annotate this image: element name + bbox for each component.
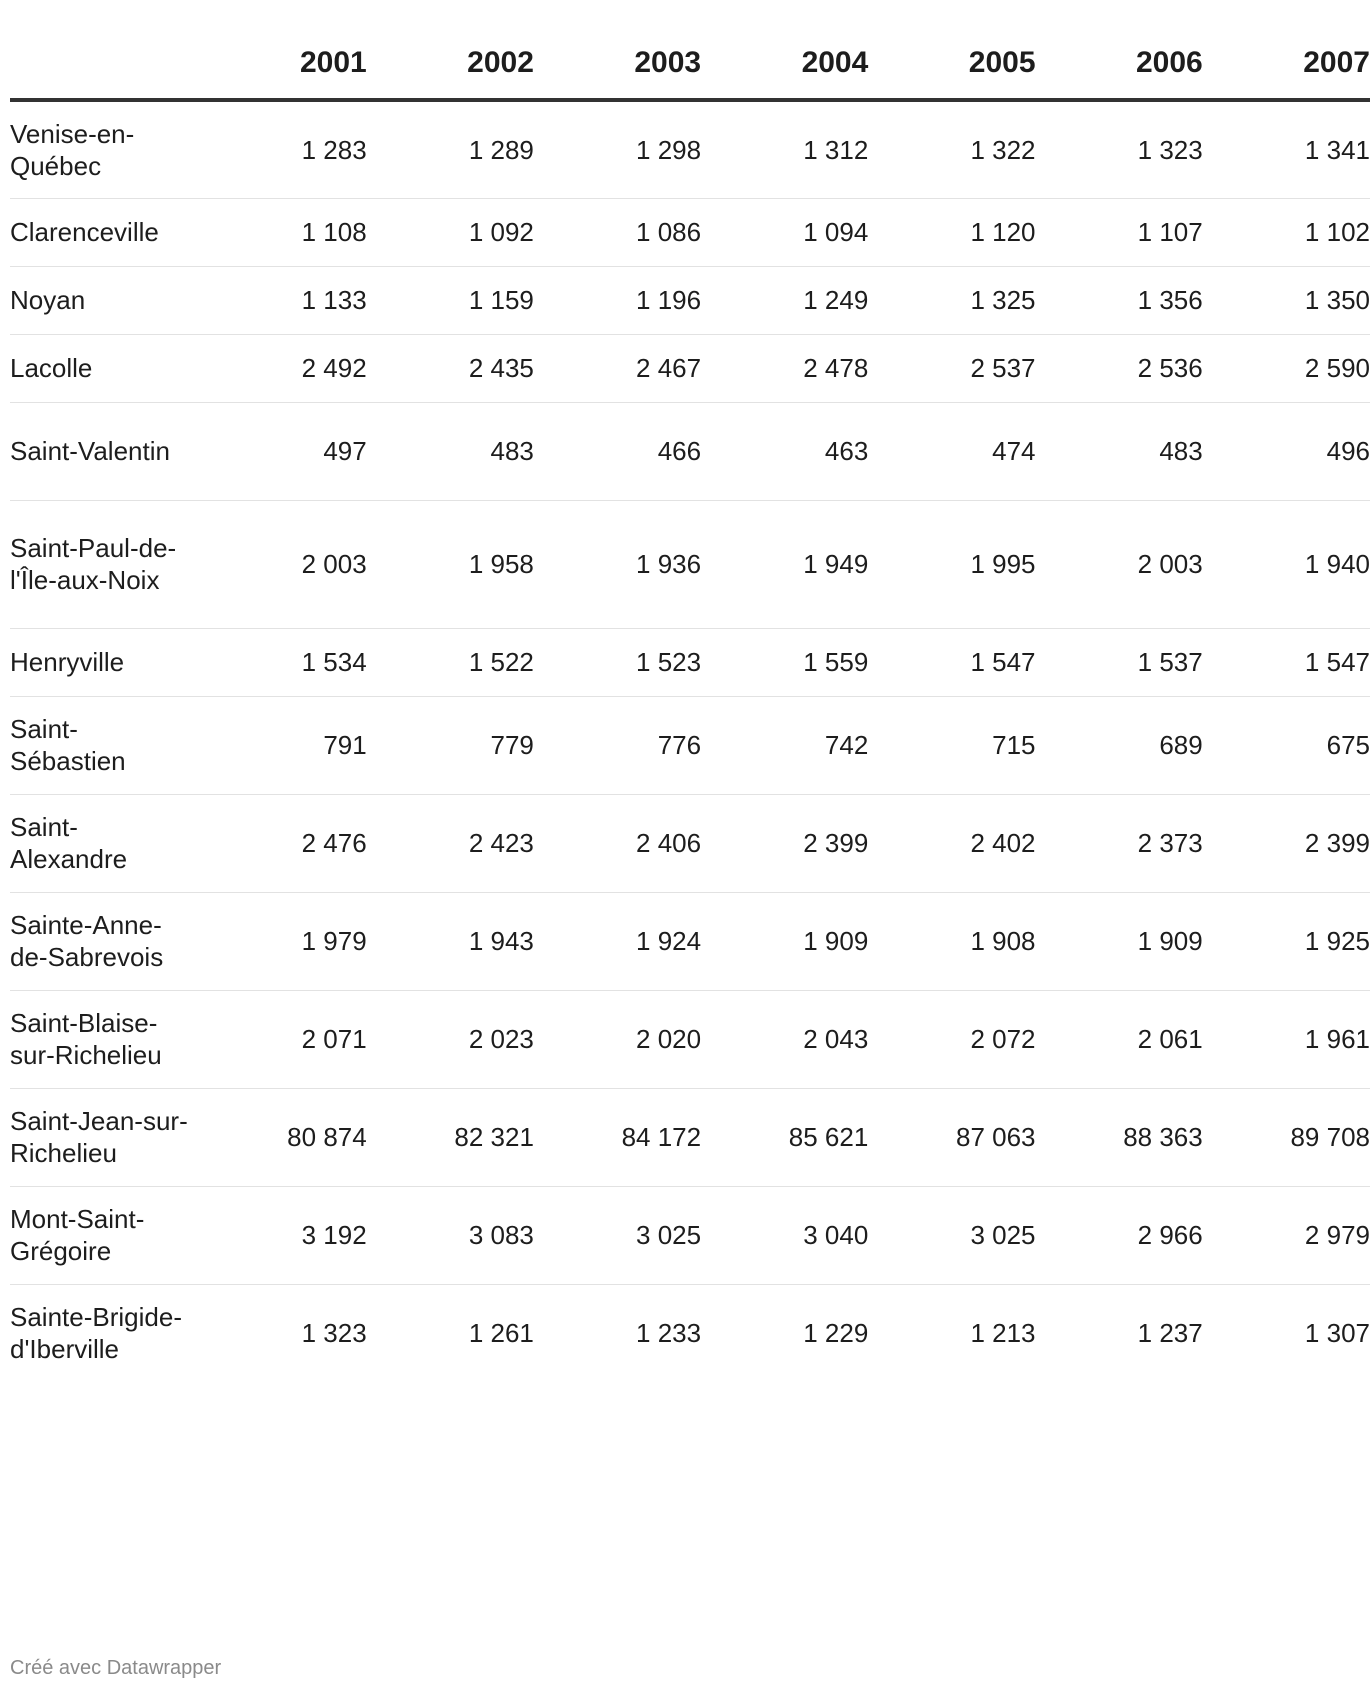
value-cell: 85 621 — [701, 1088, 868, 1186]
value-cell: 2 966 — [1036, 1186, 1203, 1284]
value-cell: 80 874 — [200, 1088, 367, 1186]
column-header-2002: 2002 — [367, 0, 534, 100]
value-cell: 463 — [701, 402, 868, 500]
value-cell: 474 — [868, 402, 1035, 500]
value-cell: 1 086 — [534, 198, 701, 266]
value-cell: 2 590 — [1203, 334, 1370, 402]
value-cell: 496 — [1203, 402, 1370, 500]
value-cell: 1 233 — [636, 1318, 702, 1349]
value-cell: 2 536 — [1036, 334, 1203, 402]
column-header-2001: 2001 — [200, 0, 367, 100]
table-row — [10, 1186, 1370, 1284]
value-cell: 2 373 — [1036, 794, 1203, 892]
value-cell: 1 547 — [868, 628, 1035, 696]
value-cell: 1 350 — [1203, 266, 1370, 334]
value-cell: 2 043 — [701, 990, 868, 1088]
value-cell: 1 283 — [200, 100, 367, 198]
value-cell: 1 229 — [803, 1318, 869, 1349]
value-cell: 497 — [200, 402, 367, 500]
value-cell: 3 025 — [868, 1186, 1035, 1284]
row-label: Saint-Blaise-sur-Richelieu — [10, 990, 200, 1088]
row-label: Lacolle — [10, 334, 200, 402]
value-cell: 84 172 — [534, 1088, 701, 1186]
value-cell: 82 321 — [367, 1088, 534, 1186]
value-cell: 1 925 — [1203, 892, 1370, 990]
row-label: Mont-Saint-Grégoire — [10, 1186, 200, 1284]
value-cell: 742 — [701, 696, 868, 794]
value-cell: 483 — [367, 402, 534, 500]
table-row — [10, 500, 1370, 628]
row-label: Saint-Paul-de-l'Île-aux-Noix — [10, 500, 200, 628]
value-cell: 1 908 — [868, 892, 1035, 990]
row-label: Saint-Jean-sur-Richelieu — [10, 1088, 200, 1186]
value-cell: 1 522 — [367, 628, 534, 696]
table-row — [10, 794, 1370, 892]
table-row — [10, 198, 1370, 266]
value-cell: 3 083 — [367, 1186, 534, 1284]
value-cell: 1 159 — [367, 266, 534, 334]
footer-credit: Créé avec Datawrapper — [10, 1657, 222, 1679]
value-cell: 3 192 — [200, 1186, 367, 1284]
value-cell: 2 402 — [868, 794, 1035, 892]
value-cell: 2 003 — [1036, 500, 1203, 628]
value-cell: 466 — [534, 402, 701, 500]
value-cell: 1 120 — [868, 198, 1035, 266]
value-cell: 1 909 — [1036, 892, 1203, 990]
row-label: Noyan — [10, 266, 200, 334]
value-cell: 1 108 — [200, 198, 367, 266]
table-body — [10, 100, 1370, 1382]
value-cell: 89 708 — [1203, 1088, 1370, 1186]
header-row — [10, 0, 1370, 100]
value-cell: 1 936 — [534, 500, 701, 628]
value-cell: 2 537 — [868, 334, 1035, 402]
value-cell: 87 063 — [868, 1088, 1035, 1186]
value-cell: 1 909 — [701, 892, 868, 990]
value-cell: 1 322 — [868, 100, 1035, 198]
table-viewport[interactable] — [10, 0, 1370, 1640]
value-cell: 675 — [1203, 696, 1370, 794]
value-cell: 2 023 — [367, 990, 534, 1088]
value-cell: 1 961 — [1203, 990, 1370, 1088]
value-cell: 2 423 — [367, 794, 534, 892]
value-cell: 2 003 — [200, 500, 367, 628]
value-cell: 1 943 — [367, 892, 534, 990]
value-cell: 2 072 — [868, 990, 1035, 1088]
table-row — [10, 100, 1370, 198]
value-cell: 1 325 — [868, 266, 1035, 334]
value-cell: 483 — [1036, 402, 1203, 500]
value-cell: 2 467 — [534, 334, 701, 402]
column-header-2006: 2006 — [1036, 0, 1203, 100]
row-label: Sainte-Anne-de-Sabrevois — [10, 892, 200, 990]
value-cell: 1 949 — [701, 500, 868, 628]
table-row — [10, 1284, 1370, 1382]
value-cell: 1 107 — [1036, 198, 1203, 266]
value-cell: 2 979 — [1203, 1186, 1370, 1284]
value-cell: 2 071 — [200, 990, 367, 1088]
value-cell: 1 094 — [701, 198, 868, 266]
value-cell: 779 — [367, 696, 534, 794]
column-header-2005: 2005 — [868, 0, 1035, 100]
value-cell: 1 289 — [367, 100, 534, 198]
value-cell: 88 363 — [1036, 1088, 1203, 1186]
value-cell: 1 261 — [468, 1318, 534, 1349]
value-cell: 3 025 — [534, 1186, 701, 1284]
value-cell: 1 249 — [701, 266, 868, 334]
value-cell: 2 476 — [200, 794, 367, 892]
value-cell: 1 323 — [301, 1318, 367, 1349]
data-table — [10, 0, 1370, 1382]
value-cell: 2 478 — [701, 334, 868, 402]
value-cell: 1 534 — [200, 628, 367, 696]
value-cell: 1 237 — [1137, 1318, 1203, 1349]
value-cell: 1 924 — [534, 892, 701, 990]
value-cell: 1 092 — [367, 198, 534, 266]
value-cell: 2 061 — [1036, 990, 1203, 1088]
table-row — [10, 892, 1370, 990]
table-row — [10, 1088, 1370, 1186]
value-cell: 689 — [1036, 696, 1203, 794]
value-cell: 1 356 — [1036, 266, 1203, 334]
column-header-2004: 2004 — [701, 0, 868, 100]
value-cell: 1 298 — [534, 100, 701, 198]
value-cell: 1 523 — [534, 628, 701, 696]
value-cell: 2 492 — [200, 334, 367, 402]
value-cell: 1 323 — [1036, 100, 1203, 198]
value-cell: 1 312 — [701, 100, 868, 198]
value-cell: 1 547 — [1203, 628, 1370, 696]
value-cell: 1 979 — [200, 892, 367, 990]
value-cell: 715 — [868, 696, 1035, 794]
value-cell: 1 133 — [200, 266, 367, 334]
value-cell: 1 307 — [1304, 1318, 1370, 1349]
row-label: Saint-Valentin — [10, 402, 200, 500]
row-label: Clarenceville — [10, 198, 200, 266]
value-cell: 1 537 — [1036, 628, 1203, 696]
value-cell: 776 — [534, 696, 701, 794]
table-row — [10, 402, 1370, 500]
column-header-2007: 2007 — [1203, 0, 1370, 100]
value-cell: 2 406 — [534, 794, 701, 892]
value-cell: 1 958 — [367, 500, 534, 628]
row-label: Saint-Alexandre — [10, 794, 200, 892]
table-row — [10, 334, 1370, 402]
value-cell: 1 341 — [1203, 100, 1370, 198]
table-row — [10, 628, 1370, 696]
value-cell: 1 196 — [534, 266, 701, 334]
value-cell: 2 399 — [1203, 794, 1370, 892]
value-cell: 1 995 — [868, 500, 1035, 628]
table-row — [10, 696, 1370, 794]
row-label: Henryville — [10, 628, 200, 696]
value-cell: 2 435 — [367, 334, 534, 402]
value-cell: 2 020 — [534, 990, 701, 1088]
table-row — [10, 990, 1370, 1088]
column-header-name — [10, 0, 200, 100]
value-cell: 1 213 — [970, 1318, 1036, 1349]
value-cell: 3 040 — [701, 1186, 868, 1284]
value-cell: 1 102 — [1203, 198, 1370, 266]
value-cell: 791 — [200, 696, 367, 794]
row-label: Saint-Sébastien — [10, 696, 200, 794]
value-cell: 1 940 — [1203, 500, 1370, 628]
column-header-2003: 2003 — [534, 0, 701, 100]
row-label: Venise-en-Québec — [10, 100, 200, 198]
table-row — [10, 266, 1370, 334]
row-label: Sainte-Brigide-d'Iberville — [10, 1302, 182, 1365]
value-cell: 1 559 — [701, 628, 868, 696]
value-cell: 2 399 — [701, 794, 868, 892]
